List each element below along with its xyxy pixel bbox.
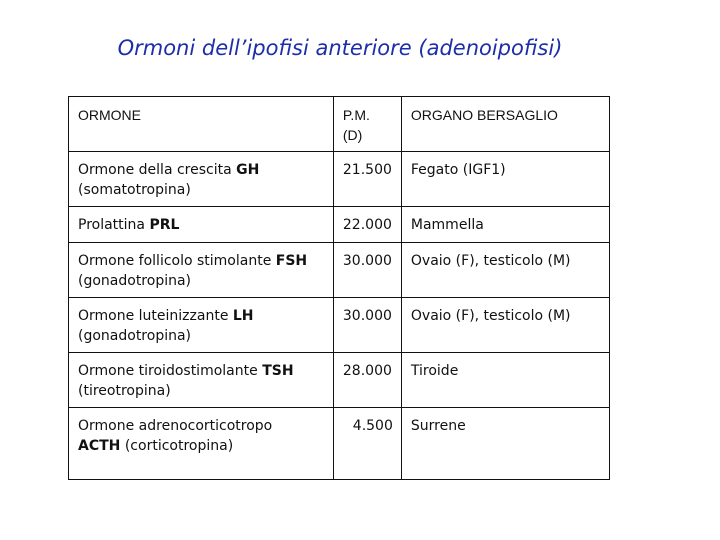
weight-cell: 4.500 — [333, 408, 401, 480]
hormone-abbr: LH — [232, 308, 254, 324]
header-weight: P.M. (D) — [333, 97, 401, 152]
hormone-cell — [69, 207, 334, 243]
hormone-cell — [69, 408, 334, 480]
hormone-name: Prolattina — [78, 217, 150, 233]
header-hormone: ORMONE — [69, 97, 334, 152]
hormone-cell — [69, 298, 334, 353]
hormone-abbr: TSH — [262, 363, 294, 379]
hormone-table — [68, 96, 610, 480]
hormone-abbr: ACTH — [78, 438, 121, 454]
hormone-name: Ormone della crescita — [78, 162, 237, 178]
hormone-cell — [69, 152, 334, 207]
header-target: ORGANO BERSAGLIO — [401, 97, 609, 152]
hormone-alias: (tireotropina) — [78, 383, 171, 399]
weight-cell: 28.000 — [333, 353, 401, 408]
hormone-alias: (somatotropina) — [78, 182, 191, 198]
hormone-abbr: PRL — [149, 217, 180, 233]
hormone-name: Ormone luteinizzante — [78, 308, 233, 324]
weight-cell: 22.000 — [333, 207, 401, 243]
page-title: Ormoni dell’ipofisi anteriore (adenoipofisi) — [117, 36, 563, 60]
target-cell: Surrene — [401, 408, 609, 480]
hormone-cell — [69, 353, 334, 408]
hormone-cell — [69, 243, 334, 298]
hormone-name: Ormone follicolo stimolante — [78, 253, 276, 269]
hormone-alias: (gonadotropina) — [78, 273, 192, 289]
hormone-name: Ormone adrenocorticotropo — [78, 418, 273, 434]
hormone-alias: (corticotropina) — [124, 438, 234, 454]
hormone-abbr: GH — [236, 162, 260, 178]
hormone-name: Ormone tiroidostimolante — [78, 363, 263, 379]
hormone-alias: (gonadotropina) — [78, 328, 192, 344]
hormone-abbr: FSH — [275, 253, 308, 269]
target-cell: Ovaio (F), testicolo (M) — [401, 243, 609, 298]
target-cell: Fegato (IGF1) — [401, 152, 609, 207]
weight-cell: 30.000 — [333, 243, 401, 298]
table-row — [69, 298, 610, 353]
weight-cell: 30.000 — [333, 298, 401, 353]
table-row — [69, 152, 610, 207]
target-cell: Mammella — [401, 207, 609, 243]
table-row — [69, 408, 610, 480]
weight-cell: 21.500 — [333, 152, 401, 207]
table-row — [69, 207, 610, 243]
table-row — [69, 243, 610, 298]
table-row — [69, 353, 610, 408]
target-cell: Tiroide — [401, 353, 609, 408]
target-cell: Ovaio (F), testicolo (M) — [401, 298, 609, 353]
table-header-row — [69, 97, 610, 152]
